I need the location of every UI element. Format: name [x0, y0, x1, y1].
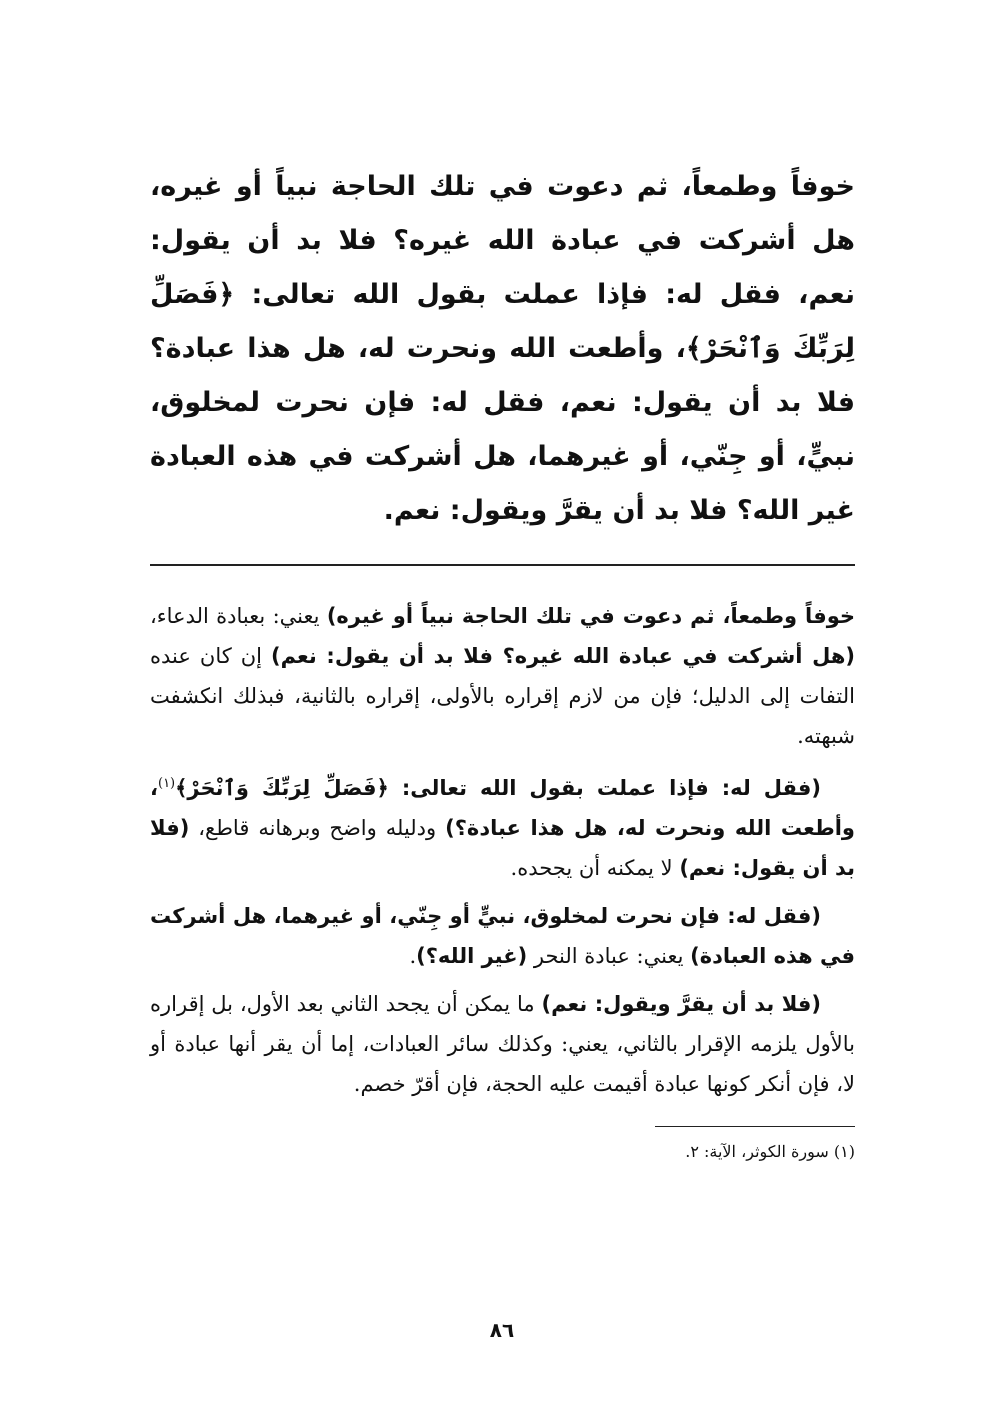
quoted-text: خوفاً وطمعاً، ثم دعوت في تلك الحاجة نبياً أو غيره) — [326, 604, 855, 628]
footnote-ref[interactable]: (١) — [157, 776, 176, 791]
page — [150, 160, 855, 1165]
commentary-text: لا يمكنه أن يجحده. — [510, 856, 680, 880]
quoted-text: (فقل له: فإن نحرت لمخلوق، نبيٍّ أو جِنّي، أو غيرهما، هل أشركت في هذه العبادة) — [150, 904, 855, 968]
page-number: ٨٦ — [489, 1318, 515, 1342]
section-divider — [150, 564, 855, 566]
quoted-text: (فقل له: فإذا عملت بقول الله تعالى: ﴿فَصَلِّ لِرَبِّكَ وَٱنْحَرْ﴾ — [175, 776, 821, 800]
commentary-paragraph-4 — [150, 984, 855, 1104]
commentary-text: . — [409, 944, 417, 968]
commentary-text: يعني: بعبادة الدعاء، — [150, 604, 327, 628]
commentary-text: يعني: عبادة النحر — [527, 944, 691, 968]
quoted-text: (فلا بد أن يقرَّ ويقول: نعم) — [541, 992, 821, 1016]
footnote: (١) سورة الكوثر، الآية: ٢. — [685, 1142, 855, 1161]
commentary-paragraph-1 — [150, 596, 855, 756]
quoted-text: ، وأطعت الله ونحرت له، هل هذا عبادة؟) — [150, 776, 855, 840]
commentary-text: ودليله واضح وبرهانه قاطع، — [189, 816, 446, 840]
quoted-text: (هل أشركت في عبادة الله غيره؟ فلا بد أن يقول: نعم) — [270, 644, 855, 668]
commentary-paragraph-3 — [150, 896, 855, 976]
footnote-divider — [655, 1126, 855, 1127]
commentary — [150, 596, 855, 1104]
commentary-text: إن كان عنده التفات إلى الدليل؛ فإن من لازم إقراره بالأولى، إقراره بالثانية، فبذلك انكشفت شبهته. — [150, 644, 855, 748]
commentary-paragraph-2 — [150, 764, 855, 888]
quoted-text: (غير الله؟) — [416, 944, 528, 968]
main-text-paragraph: خوفاً وطمعاً، ثم دعوت في تلك الحاجة نبياً أو غيره، هل أشركت في عبادة الله غيره؟ فلا بد أن يقول: نعم، فقل له: فإذا عملت بقول الله تعالى: ﴿فَصَلِّ لِرَبِّكَ وَٱنْحَرْ﴾، وأطعت الله ونحرت له، هل هذا عبادة؟ فلا بد أن يقول: نعم، فقل له: فإن نحرت لمخلوق، نبيٍّ، أو جِنّي، أو غيرهما، هل أشركت في هذه العبادة غير الله؟ فلا بد أن يقرَّ ويقول: نعم. — [150, 171, 855, 526]
commentary-text: ما يمكن أن يجحد الثاني بعد الأول، بل إقراره بالأول يلزمه الإقرار بالثاني، يعني: وكذلك سائر العبادات، إما أن يقر أنها عبادة أو لا، فإن أنكر كونها عبادة أقيمت عليه الحجة، فإن أقرّ خصم. — [150, 992, 855, 1096]
quoted-text: (فلا بد أن يقول: نعم) — [150, 816, 855, 880]
